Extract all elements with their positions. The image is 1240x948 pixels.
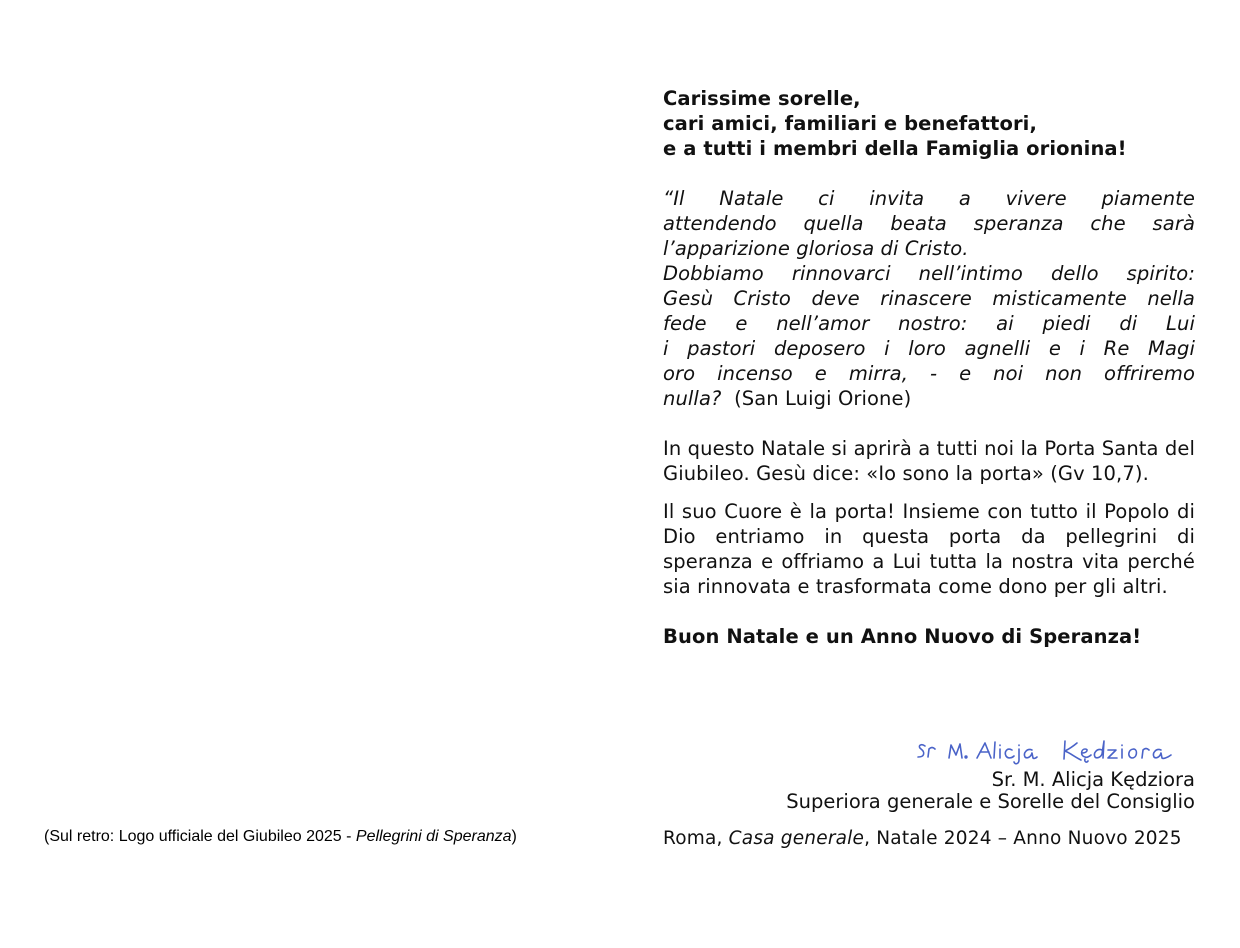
quote-end: nulla? <box>663 387 722 410</box>
signatory-name: Sr. M. Alicja Kędziora <box>991 768 1195 791</box>
heart-door-paragraph: Il suo Cuore è la porta! Insieme con tutto il Popolo di Dio entriamo in questa porta da pellegrini di speranza e offriamo a Lui tutta la nostra vita perché sia rinnovata e trasformata come dono per gli altri. <box>663 500 1195 598</box>
quote-line: i pastori deposero i loro agnelli e i Re Magi <box>663 337 1195 360</box>
place-and-date <box>663 827 1182 851</box>
quote-line: oro incenso e mirra, - e noi non offriremo <box>663 362 1195 385</box>
date-text: , Natale 2024 – Anno Nuovo 2025 <box>864 828 1182 849</box>
quote-line: Dobbiamo rinnovarci nell’intimo dello spirito: <box>663 262 1195 285</box>
back-note-suffix: ) <box>511 828 517 845</box>
greeting-line: cari amici, familiari e benefattori, <box>663 112 1037 135</box>
quote-last-line <box>663 386 1195 411</box>
signatory-role: Superiora generale e Sorelle del Consiglio <box>786 790 1195 813</box>
greeting-line: e a tutti i membri della Famiglia orionina! <box>663 137 1127 160</box>
quote-line: “Il Natale ci invita a vivere piamente <box>663 187 1195 210</box>
quote-line: Gesù Cristo deve rinascere misticamente nella <box>663 287 1195 310</box>
quote-line: attendendo quella beata speranza che sarà <box>663 212 1195 235</box>
orione-quote <box>663 186 1195 411</box>
quote-line: fede e nell’amor nostro: ai piedi di Lui <box>663 312 1195 335</box>
greeting-line: Carissime sorelle, <box>663 87 861 110</box>
jubilee-paragraph: In questo Natale si aprirà a tutti noi la Porta Santa del Giubileo. Gesù dice: «Io sono la porta» (Gv 10,7). <box>663 437 1195 485</box>
greeting <box>663 86 1195 161</box>
back-note-italic: Pellegrini di Speranza <box>355 828 512 845</box>
handwritten-signature-icon <box>915 733 1187 769</box>
back-side-note <box>44 826 517 848</box>
letter-text-column <box>663 86 1195 649</box>
back-note-prefix: (Sul retro: Logo ufficiale del Giubileo 2025 - <box>44 828 356 845</box>
christmas-wishes: Buon Natale e un Anno Nuovo di Speranza! <box>663 625 1142 648</box>
signature-block <box>700 733 1195 813</box>
quote-attribution: (San Luigi Orione) <box>734 387 912 410</box>
place-house: Casa generale <box>728 828 865 849</box>
place-city: Roma, <box>663 828 729 849</box>
quote-line: l’apparizione gloriosa di Cristo. <box>663 237 969 260</box>
